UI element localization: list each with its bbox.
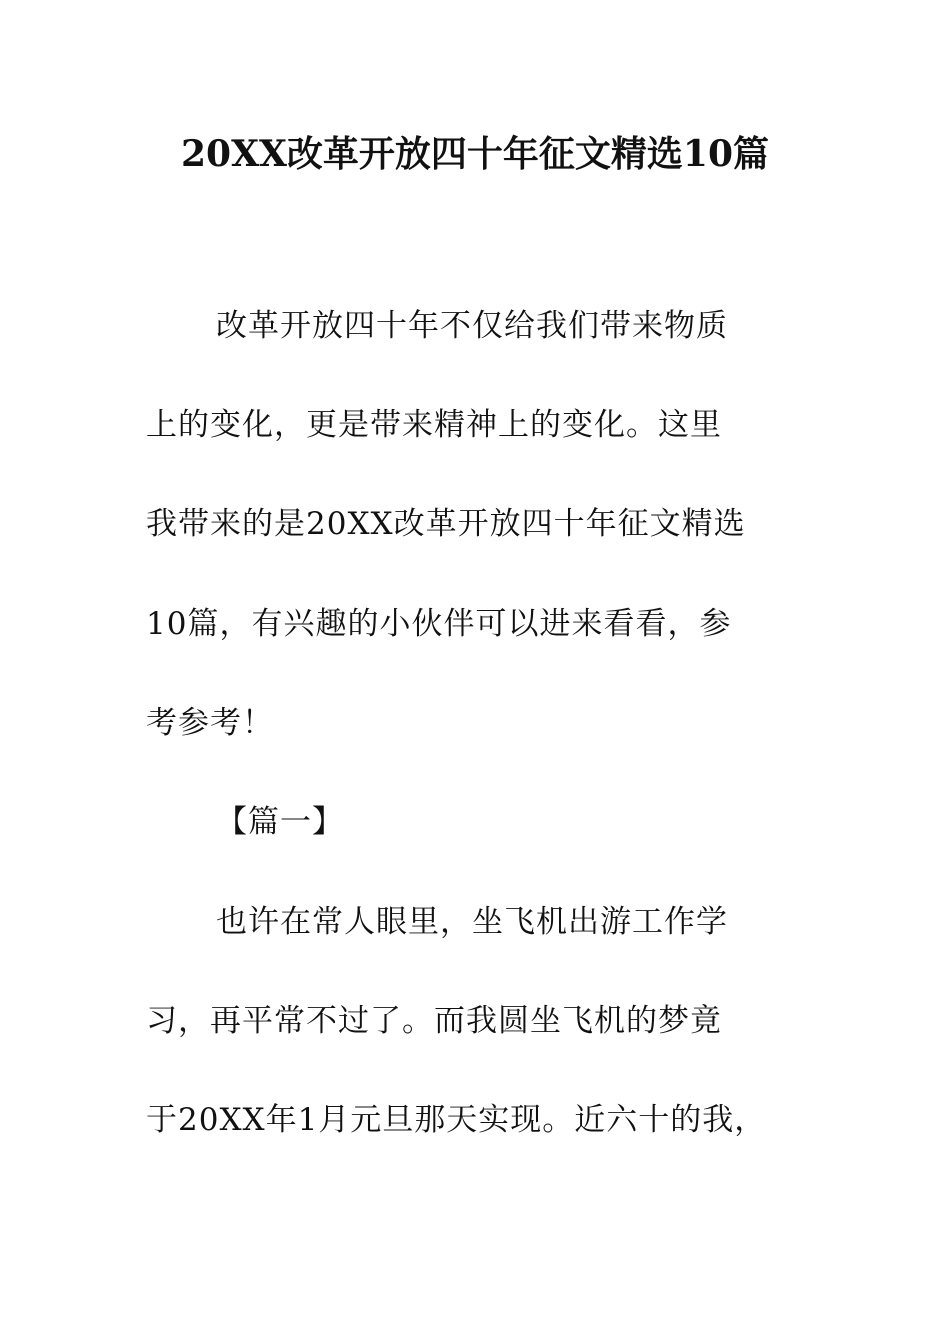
paragraph-line: 习，再平常不过了。而我圆坐飞机的梦竟 (146, 1003, 722, 1039)
paragraph-line: 我带来的是20XX改革开放四十年征文精选 (146, 506, 746, 542)
document-title: 20XX改革开放四十年征文精选10篇 (180, 133, 770, 175)
paragraph-line: 上的变化，更是带来精神上的变化。这里 (146, 407, 722, 443)
paragraph-line: 考参考！ (146, 705, 274, 741)
paragraph-line: 改革开放四十年不仅给我们带来物质 (216, 308, 728, 344)
paragraph-line: 于20XX年1月元旦那天实现。近六十的我， (146, 1102, 767, 1138)
paragraph-line: 也许在常人眼里，坐飞机出游工作学 (216, 904, 728, 940)
section-heading: 【篇一】 (216, 804, 344, 840)
paragraph-line: 10篇，有兴趣的小伙伴可以进来看看，参 (146, 606, 732, 642)
